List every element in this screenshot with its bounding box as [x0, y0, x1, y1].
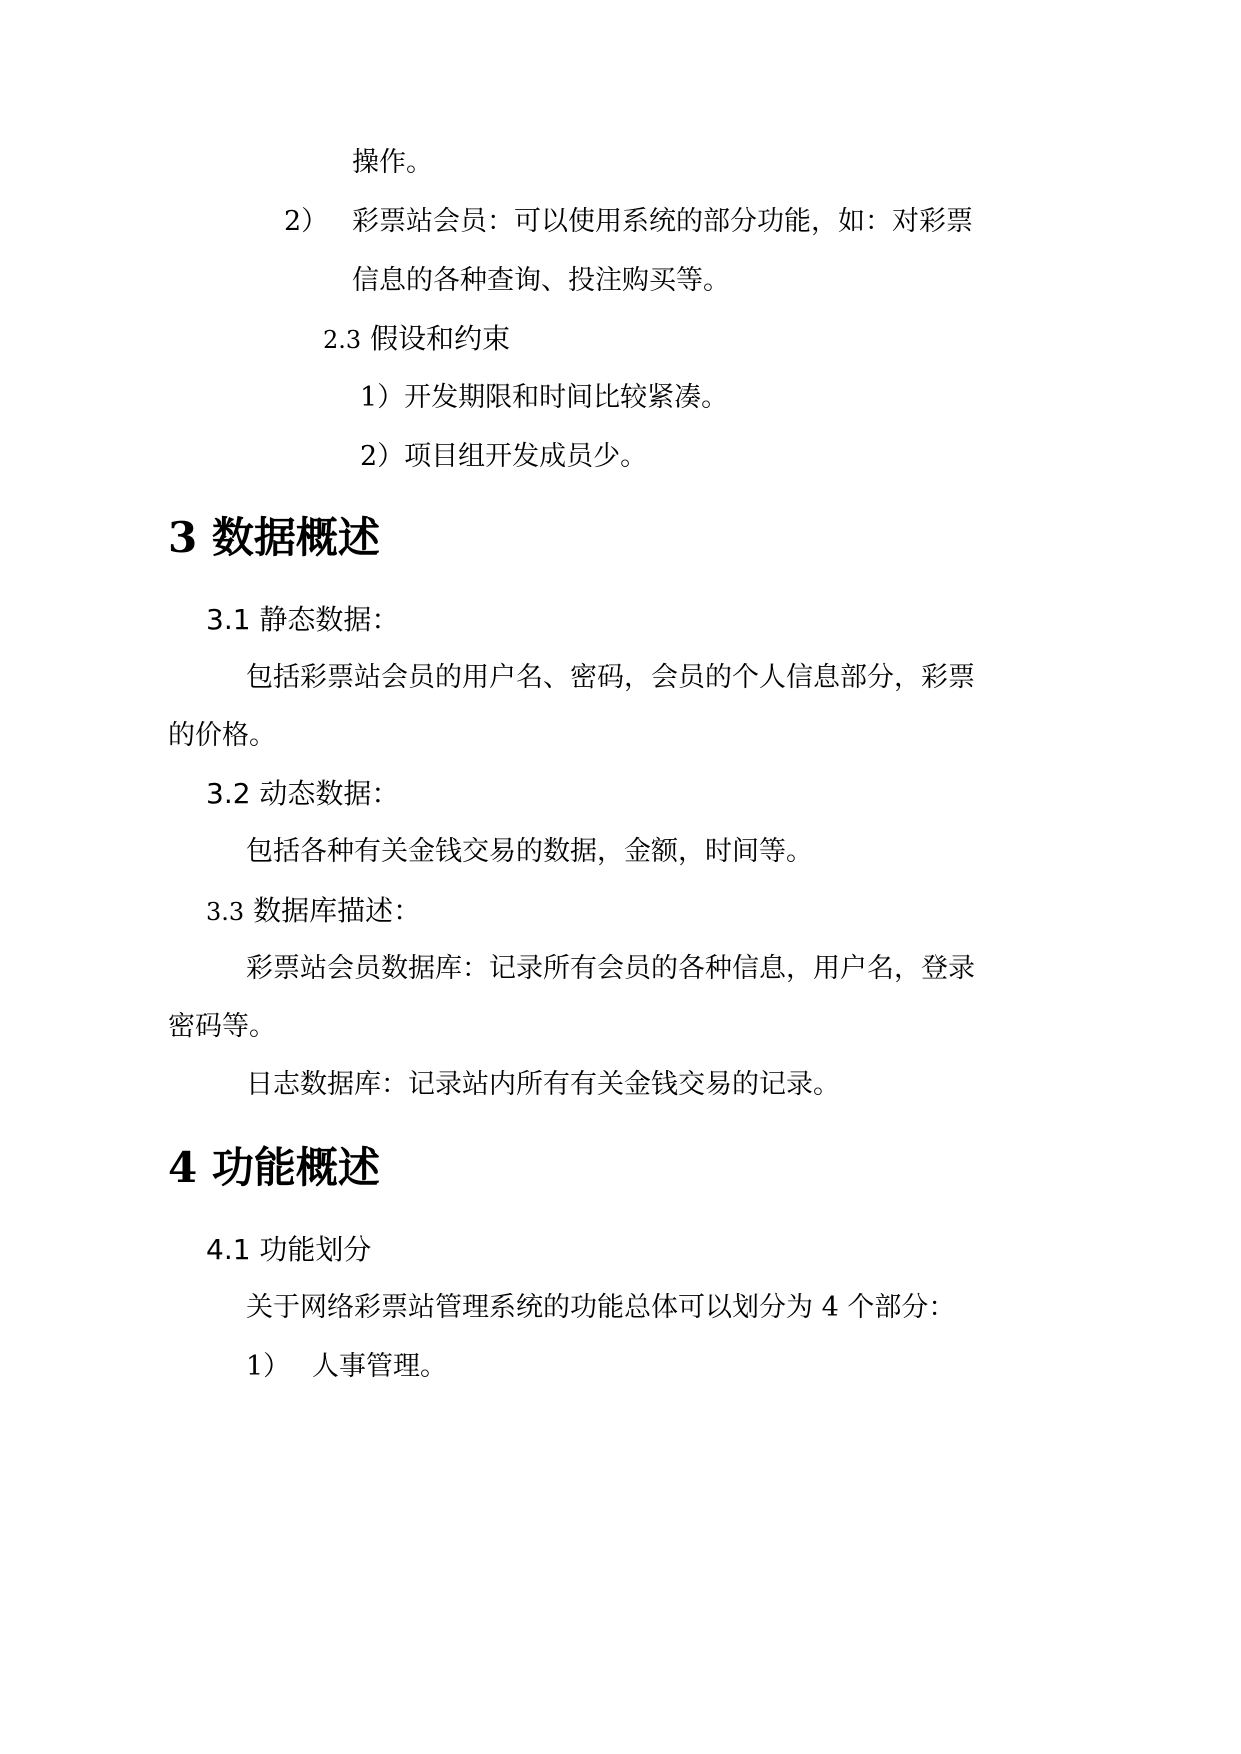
paragraph-line: 包括各种有关金钱交易的数据，金额，时间等。 — [246, 836, 813, 867]
constraint-item: 2）项目组开发成员少。 — [360, 441, 648, 472]
section-number: 4 — [168, 1143, 198, 1192]
list-item-number: 2） — [284, 206, 329, 237]
paragraph-line: 关于网络彩票站管理系统的功能总体可以划分为 4 个部分： — [246, 1292, 956, 1323]
paragraph-line: 包括彩票站会员的用户名、密码，会员的个人信息部分，彩票 — [246, 662, 975, 693]
constraint-item: 1）开发期限和时间比较紧凑。 — [360, 382, 729, 413]
subsection-title: 数据库描述： — [253, 894, 422, 927]
paragraph-line: 日志数据库：记录站内所有有关金钱交易的记录。 — [246, 1069, 840, 1100]
section-title: 功能概述 — [211, 1143, 380, 1192]
subsection-title: 假设和约束 — [370, 322, 511, 355]
section-heading-3 — [168, 512, 380, 564]
subsection-heading-2-3 — [323, 321, 510, 358]
section-number: 3 — [168, 513, 198, 562]
section-title: 数据概述 — [211, 513, 380, 562]
subsection-heading-3-1: 3.1 静态数据： — [206, 603, 400, 636]
subsection-heading-4-1: 4.1 功能划分 — [206, 1233, 372, 1266]
continuation-line: 操作。 — [352, 147, 433, 178]
paragraph-line: 密码等。 — [168, 1011, 276, 1042]
subsection-number: 2.3 — [323, 326, 362, 354]
list-item-number: 1） — [246, 1351, 291, 1382]
section-heading-4 — [168, 1142, 380, 1194]
paragraph-line: 彩票站会员数据库：记录所有会员的各种信息，用户名，登录 — [246, 953, 975, 984]
subsection-heading-3-2: 3.2 动态数据： — [206, 777, 400, 810]
paragraph-line: 的价格。 — [168, 720, 276, 751]
list-item-text-continued: 信息的各种查询、投注购买等。 — [352, 265, 730, 296]
subsection-heading-3-3 — [206, 893, 421, 930]
list-item-text: 彩票站会员：可以使用系统的部分功能，如：对彩票 — [352, 206, 973, 237]
subsection-number: 3.3 — [206, 898, 245, 926]
list-item-text: 人事管理。 — [312, 1351, 447, 1382]
